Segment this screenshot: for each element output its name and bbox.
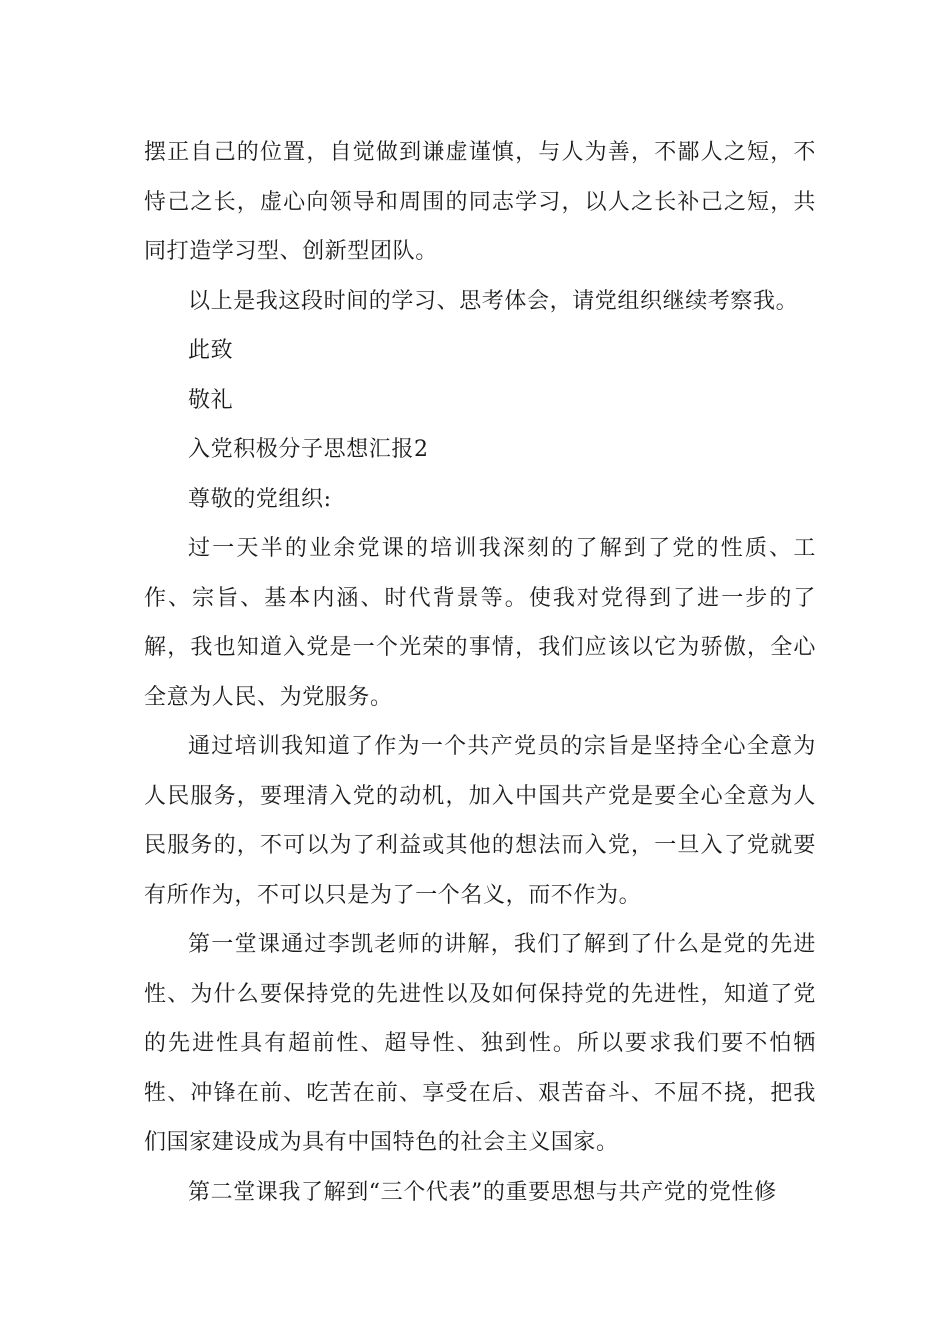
salutation-cizhi: 此致 bbox=[188, 338, 234, 363]
greeting: 尊敬的党组织: bbox=[188, 486, 332, 512]
paragraph-second-lesson: 第二堂课我了解到“三个代表”的重要思想与共产党的党性修 bbox=[188, 1179, 777, 1205]
report-title: 入党积极分子思想汇报2 bbox=[188, 437, 429, 462]
paragraph-purpose: 通过培训我知道了作为一个共产党员的宗旨是坚持全心全意为人民服务，要理清入党的动机，加入中国共产党是要全心全意为人民服务的，不可以为了利益或其他的想法而入党，一旦入了党就要有所作为，不可以只是为了一个名义，而不作为。 bbox=[144, 734, 816, 908]
paragraph-continuation: 摆正自己的位置，自觉做到谦虚谨慎，与人为善，不鄙人之短，不恃己之长，虚心向领导和周围的同志学习，以人之长补己之短，共同打造学习型、创新型团队。 bbox=[144, 140, 816, 264]
paragraph-closing-note: 以上是我这段时间的学习、思考体会，请党组织继续考察我。 bbox=[188, 288, 799, 314]
paragraph-first-lesson: 第一堂课通过李凯老师的讲解，我们了解到了什么是党的先进性、为什么要保持党的先进性以及如何保持党的先进性，知道了党的先进性具有超前性、超导性、独到性。所以要求我们要不怕牺牲、冲锋在前、吃苦在前、享受在后、艰苦奋斗、不屈不挠，把我们国家建设成为具有中国特色的社会主义国家。 bbox=[144, 932, 816, 1155]
paragraph-training-intro: 过一天半的业余党课的培训我深刻的了解到了党的性质、工作、宗旨、基本内涵、时代背景等。使我对党得到了进一步的了解，我也知道入党是一个光荣的事情，我们应该以它为骄傲，全心全意为人民、为党服务。 bbox=[144, 536, 816, 710]
document-body bbox=[144, 128, 816, 1217]
salutation-jingli: 敬礼 bbox=[188, 387, 234, 413]
